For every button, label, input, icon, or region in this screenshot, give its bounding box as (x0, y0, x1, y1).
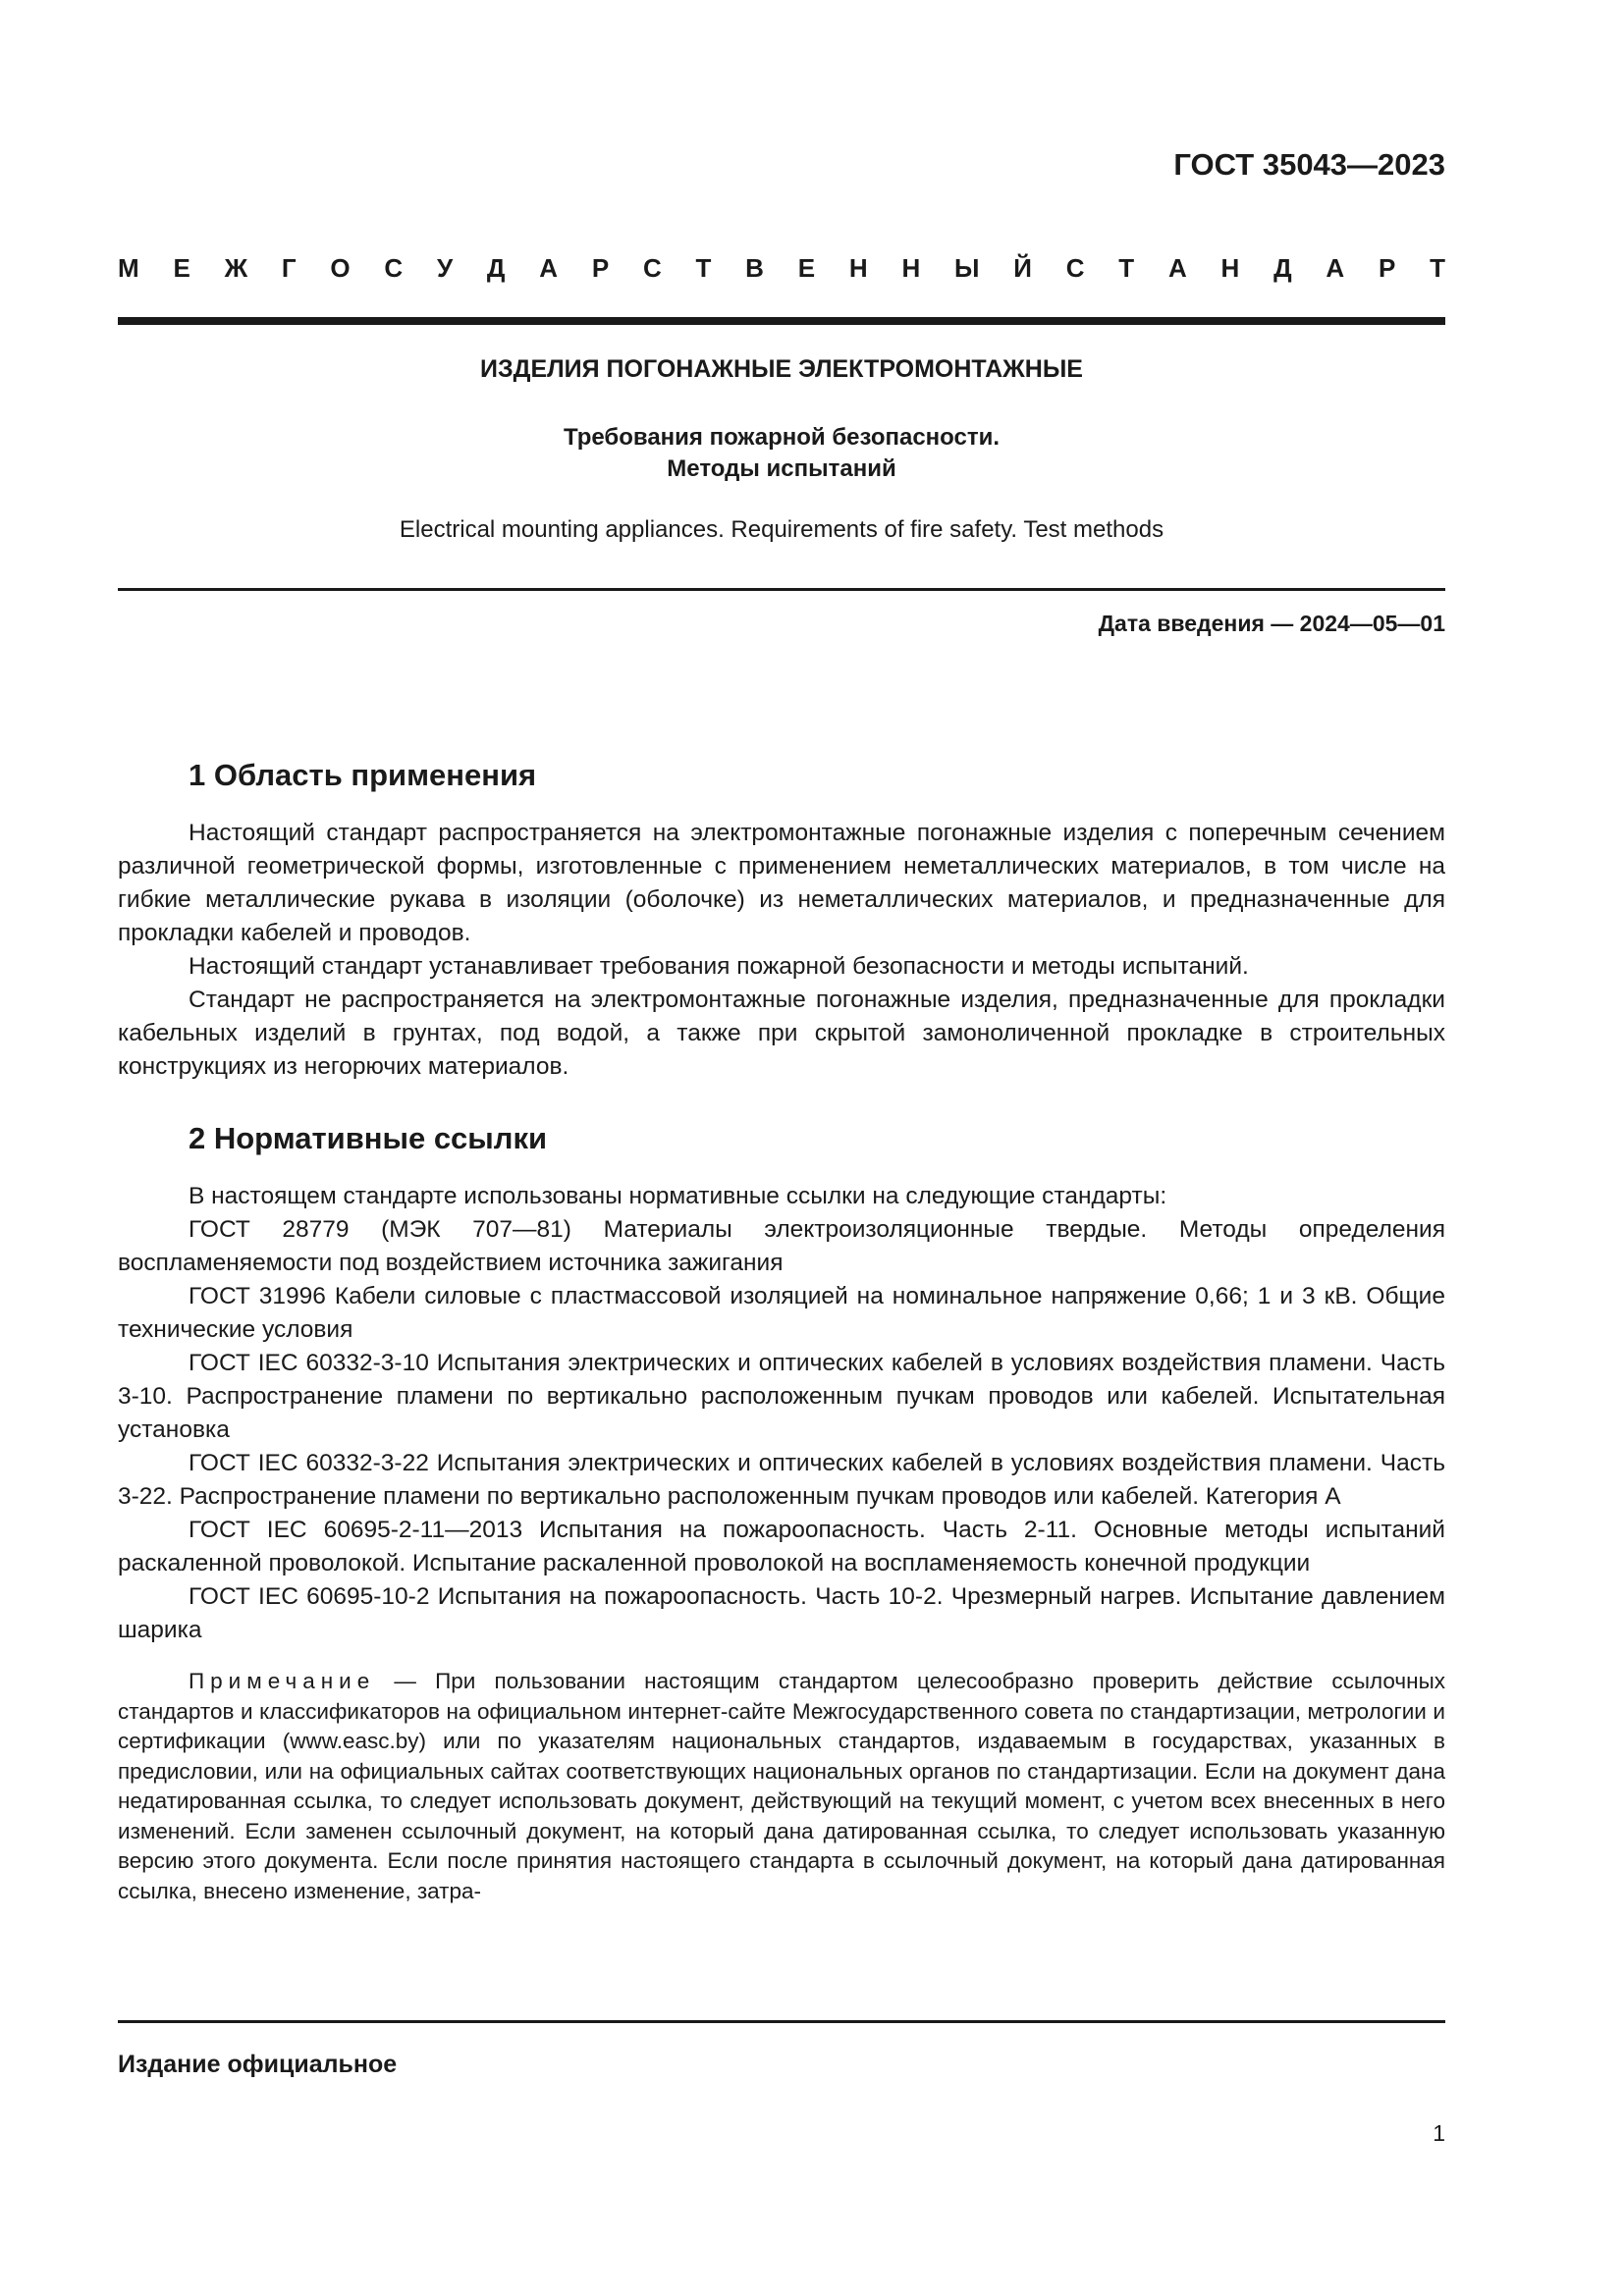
section-2-intro: В настоящем стандарте использованы нормативные ссылки на следующие стандарты: (189, 1183, 1167, 1209)
interstate-standard-banner: М Е Ж Г О С У Д А Р С Т В Е Н Н Ы Й С Т А Н Д А Р Т (118, 253, 1445, 283)
document-title: ИЗДЕЛИЯ ПОГОНАЖНЫЕ ЭЛЕКТРОМОНТАЖНЫЕ (480, 355, 1083, 383)
official-edition-label: Издание официальное (118, 2051, 398, 2078)
subtitle-line-1: Требования пожарной безопасности. (563, 424, 1001, 451)
note-text: — При пользовании настоящим стандартом целесообразно проверить действие ссылочных стандартов и классификаторов на официальном интернет-сайте Межгосударственного совета по стандартизации, метрологии и сертификации (www.easc.by) или по указателям национальных стандартов, издаваемым в государствах, указанных в предисловии, или на официальных сайтах соответствующих национальных органов по стандартизации. Если на документ дана недатированная ссылка, то следует использовать документ, действующий на текущий момент, с учетом всех внесенных в него изменений. Если заменен ссылочный документ, на который дана датированная ссылка, то следует использовать указанную версию этого документа. Если после принятия настоящего стандарта в ссылочный документ, на который дана датированная ссылка, внесено изменение, затра- (118, 1669, 1445, 1903)
subtitle-line-2: Методы испытаний (667, 455, 896, 482)
header-divider-thick (118, 317, 1445, 325)
section-1-paragraph: Настоящий стандарт распространяется на электромонтажные погонажные изделия с поперечным сечением различной геометрической формы, изготовленные с применением неметаллических материалов, в том числе на гибкие металлические рукава в изоляции (оболочке) из неметаллических материалов, и предназначенные для прокладки кабелей и проводов. (118, 820, 1445, 946)
document-body (118, 756, 1445, 1906)
reference-item: ГОСТ 28779 (МЭК 707—81) Материалы электроизоляционные твердые. Методы определения воспламеняемости под воздействием источника зажигания (118, 1216, 1445, 1276)
reference-item: ГОСТ IEC 60695-2-11—2013 Испытания на пожароопасность. Часть 2-11. Основные методы испытаний раскаленной проволокой. Испытание раскаленной проволокой на воспламеняемость конечной продукции (118, 1517, 1445, 1576)
footer-divider (118, 2020, 1445, 2023)
page-number: 1 (1433, 2120, 1445, 2146)
title-divider (118, 588, 1445, 591)
introduction-date: Дата введения — 2024—05—01 (1098, 611, 1445, 636)
section-2-heading: 2 Нормативные ссылки (189, 1121, 548, 1155)
reference-item: ГОСТ 31996 Кабели силовые с пластмассовой изоляцией на номинальное напряжение 0,66; 1 и 3 кВ. Общие технические условия (118, 1283, 1445, 1343)
section-1-paragraph: Настоящий стандарт устанавливает требования пожарной безопасности и методы испытаний. (189, 953, 1249, 980)
document-code: ГОСТ 35043—2023 (1173, 147, 1445, 182)
note-label: Примечание (189, 1669, 376, 1693)
section-1-heading: 1 Область применения (189, 758, 537, 792)
document-subtitle (118, 422, 1445, 485)
reference-item: ГОСТ IEC 60695-10-2 Испытания на пожароопасность. Часть 10-2. Чрезмерный нагрев. Испытание давлением шарика (118, 1583, 1445, 1643)
document-page (118, 0, 1445, 2296)
english-title: Electrical mounting appliances. Requirements of fire safety. Test methods (399, 516, 1164, 543)
reference-item: ГОСТ IEC 60332-3-22 Испытания электрических и оптических кабелей в условиях воздействия пламени. Часть 3-22. Распространение пламени по вертикально расположенным пучкам проводов или кабелей. Категория А (118, 1450, 1445, 1510)
note-paragraph (118, 1667, 1445, 1906)
reference-item: ГОСТ IEC 60332-3-10 Испытания электрических и оптических кабелей в условиях воздействия пламени. Часть 3-10. Распространение пламени по вертикально расположенным пучкам проводов или кабелей. Испытательная установка (118, 1350, 1445, 1443)
section-1-paragraph: Стандарт не распространяется на электромонтажные погонажные изделия, предназначенные для прокладки кабельных изделий в грунтах, под водой, а также при скрытой замоноличенной прокладке в строительных конструкциях из негорючих материалов. (118, 987, 1445, 1080)
